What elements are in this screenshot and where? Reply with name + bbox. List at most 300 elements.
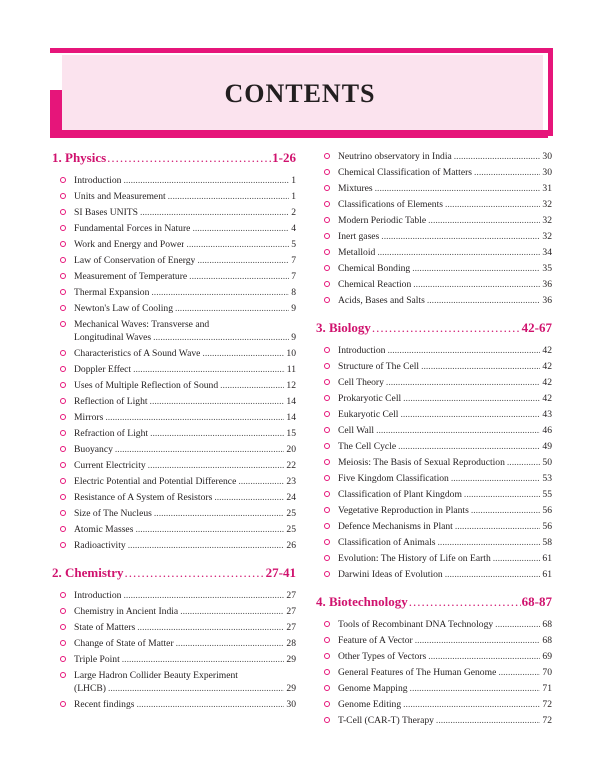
- page-title: CONTENTS: [224, 79, 376, 108]
- toc-entry-page: 69: [542, 651, 552, 662]
- toc-entry: [316, 520, 552, 533]
- toc-entry-label: General Features of The Human Genome: [338, 667, 497, 678]
- toc-entry-row: [74, 653, 296, 666]
- toc-entry-row: [74, 395, 296, 408]
- toc-entry-label: Modern Periodic Table: [338, 215, 427, 226]
- bullet-circle-icon: [60, 526, 66, 532]
- toc-entry: [316, 714, 552, 727]
- toc-entry-label: Units and Measurement: [74, 191, 166, 202]
- toc-entry-page: 9: [291, 332, 296, 343]
- toc-entry-row: [338, 344, 552, 357]
- bullet-circle-icon: [60, 321, 66, 327]
- toc-entry-row: [74, 491, 296, 504]
- toc-entry-row: [74, 698, 296, 711]
- leader-dots: [192, 222, 289, 235]
- bullet-circle-icon: [60, 592, 66, 598]
- toc-entry-page: 1: [291, 175, 296, 186]
- toc-entry-label: Vegetative Reproduction in Plants: [338, 505, 469, 516]
- toc-entry: [52, 539, 296, 552]
- leader-dots: [413, 278, 540, 291]
- bullet-circle-icon: [324, 621, 330, 627]
- toc-entry-label: Meiosis: The Basis of Sexual Reproduction: [338, 457, 505, 468]
- toc-entry-row: [74, 507, 296, 520]
- toc-entry-label: Buoyancy: [74, 444, 113, 455]
- leader-dots: [445, 198, 540, 211]
- toc-entry: [52, 669, 296, 695]
- toc-entry-label: Reflection of Light: [74, 396, 148, 407]
- toc-entry-page: 12: [286, 380, 296, 391]
- toc-entry-page: 27: [286, 622, 296, 633]
- toc-entry: [316, 294, 552, 307]
- bullet-circle-icon: [324, 347, 330, 353]
- toc-entry-page: 27: [286, 590, 296, 601]
- toc-entry: [52, 637, 296, 650]
- toc-entry: [316, 278, 552, 291]
- toc-entry-label: Genome Mapping: [338, 683, 408, 694]
- toc-entry-row: [338, 650, 552, 663]
- toc-entry-row: [74, 174, 296, 187]
- bullet-circle-icon: [60, 350, 66, 356]
- toc-entry-label: Resistance of A System of Resistors: [74, 492, 213, 503]
- toc-entry: [52, 621, 296, 634]
- toc-entry: [316, 150, 552, 163]
- toc-entry-label: Evolution: The History of Life on Earth: [338, 553, 491, 564]
- toc-entry-label: Refraction of Light: [74, 428, 149, 439]
- bullet-circle-icon: [324, 427, 330, 433]
- leader-dots: [403, 392, 540, 405]
- bullet-circle-icon: [60, 510, 66, 516]
- bullet-circle-icon: [324, 571, 330, 577]
- leader-dots: [197, 254, 289, 267]
- toc-entry-label: Characteristics of A Sound Wave: [74, 348, 201, 359]
- toc-right-column: [316, 150, 552, 730]
- toc-entry-row: [74, 379, 296, 392]
- toc-entry-page: 42: [542, 393, 552, 404]
- toc-entry: [316, 198, 552, 211]
- toc-entry-row: [338, 634, 552, 647]
- toc-entry-label: Five Kingdom Classification: [338, 473, 449, 484]
- toc-entry-page: 25: [286, 508, 296, 519]
- toc-entry-page: 68: [542, 619, 552, 630]
- toc-entry: [52, 254, 296, 267]
- toc-entry-row: [74, 539, 296, 552]
- toc-entry-row: [74, 475, 296, 488]
- toc-entry-label: Chemistry in Ancient India: [74, 606, 179, 617]
- toc-entry-row: [338, 714, 552, 727]
- leader-dots: [122, 653, 285, 666]
- toc-entry-page: 30: [542, 151, 552, 162]
- toc-entry-label: Measurement of Temperature: [74, 271, 188, 282]
- leader-dots: [133, 363, 285, 376]
- leader-dots: [220, 379, 284, 392]
- bullet-circle-icon: [324, 281, 330, 287]
- toc-entry-page: 14: [286, 412, 296, 423]
- bullet-circle-icon: [60, 177, 66, 183]
- leader-dots: [412, 262, 540, 275]
- toc-entry-row: [74, 254, 296, 267]
- leader-dots: [427, 294, 541, 307]
- toc-entry-label: Introduction: [74, 590, 122, 601]
- toc-entry-page: 42: [542, 361, 552, 372]
- leader-dots: [381, 230, 540, 243]
- toc-entry-page: 30: [542, 167, 552, 178]
- section-pages: 42-67: [521, 320, 552, 335]
- toc-entry-page: 30: [286, 699, 296, 710]
- toc-entry-row: [338, 278, 552, 291]
- toc-entry-label: Neutrino observatory in India: [338, 151, 452, 162]
- toc-entry: [52, 318, 296, 344]
- leader-dots: [128, 539, 285, 552]
- toc-entry: [52, 379, 296, 392]
- bullet-circle-icon: [60, 656, 66, 662]
- bullet-circle-icon: [60, 672, 66, 678]
- section-spacer: [52, 555, 296, 565]
- leader-dots: [175, 302, 289, 315]
- toc-entry-row: [338, 682, 552, 695]
- toc-entry-label: State of Matters: [74, 622, 136, 633]
- toc-entry: [52, 302, 296, 315]
- bullet-circle-icon: [60, 289, 66, 295]
- toc-entry: [316, 666, 552, 679]
- section-heading: [316, 320, 552, 338]
- toc-left-column: [52, 150, 296, 714]
- toc-entry: [316, 536, 552, 549]
- section-pages: 1-26: [272, 150, 296, 165]
- toc-entry-row: [74, 222, 296, 235]
- toc-entry-page: 5: [291, 239, 296, 250]
- toc-entry-page: 7: [291, 255, 296, 266]
- toc-entry: [316, 408, 552, 421]
- toc-entry-page: 22: [286, 460, 296, 471]
- toc-entry-row: [74, 443, 296, 456]
- toc-entry-label: Law of Conservation of Energy: [74, 255, 196, 266]
- toc-entry-label: T-Cell (CAR-T) Therapy: [338, 715, 434, 726]
- toc-entry-row: [338, 520, 552, 533]
- leader-dots: [168, 190, 290, 203]
- toc-entry-row: [338, 552, 552, 565]
- leader-dots: [421, 360, 540, 373]
- toc-entry: [316, 440, 552, 453]
- toc-entry-label: Classifications of Elements: [338, 199, 443, 210]
- bullet-circle-icon: [324, 249, 330, 255]
- leader-dots: [214, 491, 284, 504]
- toc-entry-page: 28: [286, 638, 296, 649]
- section-title: 3. Biology: [316, 320, 371, 335]
- toc-entry-page: 32: [542, 199, 552, 210]
- toc-entry: [52, 523, 296, 536]
- toc-entry: [52, 222, 296, 235]
- bullet-circle-icon: [60, 225, 66, 231]
- leader-dots: [202, 347, 284, 360]
- toc-entry-line1: Mechanical Waves: Transverse and: [74, 319, 210, 330]
- bullet-circle-icon: [324, 523, 330, 529]
- toc-entry-page: 32: [542, 231, 552, 242]
- toc-entry-page: 36: [542, 295, 552, 306]
- bullet-circle-icon: [60, 257, 66, 263]
- toc-entry-row: [338, 698, 552, 711]
- leader-dots: [398, 440, 540, 453]
- toc-entry: [316, 376, 552, 389]
- toc-entry: [316, 634, 552, 647]
- toc-entry-page: 46: [542, 425, 552, 436]
- toc-entry-row: [338, 488, 552, 501]
- toc-entry-page: 2: [291, 207, 296, 218]
- bullet-circle-icon: [60, 608, 66, 614]
- toc-entry-page: 27: [286, 606, 296, 617]
- bullet-circle-icon: [324, 459, 330, 465]
- bullet-circle-icon: [324, 717, 330, 723]
- toc-entry-label: Acids, Bases and Salts: [338, 295, 425, 306]
- bullet-circle-icon: [60, 462, 66, 468]
- toc-entry-page: 61: [542, 569, 552, 580]
- toc-entry-page: 70: [542, 667, 552, 678]
- toc-entry: [316, 618, 552, 631]
- toc-entry-row: [338, 456, 552, 469]
- leader-dots: [403, 698, 540, 711]
- toc-entry-page: 42: [542, 345, 552, 356]
- bullet-circle-icon: [324, 153, 330, 159]
- toc-entry-page: 34: [542, 247, 552, 258]
- toc-entry-row: [338, 392, 552, 405]
- leader-dots: [150, 427, 284, 440]
- toc-entry-page: 15: [286, 428, 296, 439]
- toc-entry-label: Other Types of Vectors: [338, 651, 427, 662]
- toc-entry: [52, 653, 296, 666]
- bullet-circle-icon: [324, 685, 330, 691]
- section-heading: [316, 594, 552, 612]
- leader-dots: [428, 214, 540, 227]
- leader-dots: [140, 206, 289, 219]
- toc-entry: [52, 475, 296, 488]
- leader-dots: [189, 270, 289, 283]
- bullet-circle-icon: [324, 475, 330, 481]
- leader-dots: [507, 456, 541, 469]
- toc-entry-page: 8: [291, 287, 296, 298]
- toc-entry-page: 1: [291, 191, 296, 202]
- leader-dots: [105, 411, 284, 424]
- toc-entry-page: 71: [542, 683, 552, 694]
- toc-entry-label: Cell Wall: [338, 425, 375, 436]
- leader-dots: [151, 286, 289, 299]
- leader-dots: [386, 376, 540, 389]
- bullet-circle-icon: [60, 640, 66, 646]
- toc-entry: [52, 589, 296, 602]
- toc-entry-page: 4: [291, 223, 296, 234]
- leader-dots: [438, 536, 541, 549]
- toc-entry-page: 68: [542, 635, 552, 646]
- leader-dots: [135, 523, 284, 536]
- leader-dots: [375, 182, 541, 195]
- toc-entry: [52, 459, 296, 472]
- toc-entry-label: Chemical Reaction: [338, 279, 412, 290]
- section-pages: 68-87: [521, 594, 552, 609]
- toc-entry: [316, 650, 552, 663]
- toc-entry-label: Current Electricity: [74, 460, 146, 471]
- toc-entry-label: Size of The Nucleus: [74, 508, 152, 519]
- bullet-circle-icon: [60, 305, 66, 311]
- toc-entry-label: Newton's Law of Cooling: [74, 303, 173, 314]
- toc-entry-page: 58: [542, 537, 552, 548]
- leader-dots: [436, 714, 540, 727]
- toc-entry: [52, 190, 296, 203]
- leader-dots: [455, 520, 541, 533]
- toc-entry-label: The Cell Cycle: [338, 441, 397, 452]
- toc-entry-label: Radioactivity: [74, 540, 126, 551]
- toc-entry-page: 56: [542, 505, 552, 516]
- toc-entry: [52, 443, 296, 456]
- toc-entry-label: Chemical Classification of Matters: [338, 167, 473, 178]
- bullet-circle-icon: [60, 382, 66, 388]
- toc-entry-page: 55: [542, 489, 552, 500]
- toc-entry-label: Tools of Recombinant DNA Technology: [338, 619, 494, 630]
- section-title: 4. Biotechnology: [316, 594, 408, 609]
- toc-entry: [52, 270, 296, 283]
- leader-dots: [454, 150, 541, 163]
- toc-entry-row: [74, 459, 296, 472]
- toc-entry-page: 23: [286, 476, 296, 487]
- toc-entry-row: [74, 206, 296, 219]
- toc-entry-row: [338, 262, 552, 275]
- bullet-circle-icon: [324, 363, 330, 369]
- toc-entry: [316, 344, 552, 357]
- toc-entry-label: Electric Potential and Potential Difference: [74, 476, 237, 487]
- bullet-circle-icon: [324, 217, 330, 223]
- toc-entry-line1: Large Hadron Collider Beauty Experiment: [74, 670, 238, 681]
- bullet-circle-icon: [324, 669, 330, 675]
- toc-entry: [52, 363, 296, 376]
- bullet-circle-icon: [60, 193, 66, 199]
- bullet-circle-icon: [324, 411, 330, 417]
- toc-entry-row: [74, 238, 296, 251]
- toc-entry-page: 9: [291, 303, 296, 314]
- toc-entry-row: [338, 230, 552, 243]
- toc-entry: [52, 286, 296, 299]
- toc-entry-row: [338, 182, 552, 195]
- leader-dots: [238, 475, 284, 488]
- leader-dots: [148, 459, 285, 472]
- toc-entry: [52, 206, 296, 219]
- toc-entry-page: 7: [291, 271, 296, 282]
- toc-entry-page: 29: [286, 654, 296, 665]
- toc-entry: [52, 427, 296, 440]
- leader-dots: [108, 682, 284, 695]
- section-spacer: [316, 584, 552, 594]
- toc-entry-label: Classification of Plant Kingdom: [338, 489, 462, 500]
- toc-entry-row: [74, 190, 296, 203]
- toc-entry-row: [74, 605, 296, 618]
- leader-dots: [451, 472, 541, 485]
- toc-entry-page: 20: [286, 444, 296, 455]
- toc-entry: [316, 360, 552, 373]
- leader-dots: [376, 424, 540, 437]
- bullet-circle-icon: [60, 494, 66, 500]
- toc-entry: [316, 568, 552, 581]
- leader-dots: [186, 238, 289, 251]
- toc-entry: [52, 411, 296, 424]
- section-title: 1. Physics: [52, 150, 107, 165]
- toc-entry-label: Introduction: [74, 175, 122, 186]
- toc-entry-label: Cell Theory: [338, 377, 384, 388]
- bullet-circle-icon: [324, 379, 330, 385]
- leader-dots: [377, 246, 540, 259]
- title-banner-underline: [50, 130, 548, 138]
- bullet-circle-icon: [60, 446, 66, 452]
- toc-entry-page: 56: [542, 521, 552, 532]
- leader-dots: [123, 589, 284, 602]
- toc-entry: [316, 262, 552, 275]
- toc-entry: [316, 552, 552, 565]
- leader-dots: [137, 621, 284, 634]
- bullet-circle-icon: [324, 653, 330, 659]
- leader-dots: [125, 565, 265, 581]
- toc-entry-page: 14: [286, 396, 296, 407]
- toc-entry-row: [338, 504, 552, 517]
- bullet-circle-icon: [324, 201, 330, 207]
- toc-entry: [316, 246, 552, 259]
- toc-entry-row: [338, 618, 552, 631]
- toc-entry-label: Feature of A Vector: [338, 635, 413, 646]
- leader-dots: [107, 150, 271, 166]
- toc-entry-label: Doppler Effect: [74, 364, 132, 375]
- bullet-circle-icon: [324, 491, 330, 497]
- bullet-circle-icon: [60, 624, 66, 630]
- toc-entry: [316, 698, 552, 711]
- toc-entry: [316, 392, 552, 405]
- toc-entry-row: [74, 637, 296, 650]
- toc-entry-label: Fundamental Forces in Nature: [74, 223, 191, 234]
- toc-entry-label: Classification of Animals: [338, 537, 436, 548]
- toc-entry-row: [338, 424, 552, 437]
- leader-dots: [387, 344, 540, 357]
- toc-entry-page: 53: [542, 473, 552, 484]
- bullet-circle-icon: [60, 414, 66, 420]
- leader-dots: [150, 395, 285, 408]
- toc-entry-label: Defence Mechanisms in Plant: [338, 521, 453, 532]
- bullet-circle-icon: [324, 185, 330, 191]
- toc-entry-row: [338, 214, 552, 227]
- toc-entry-label: Longitudinal Waves: [74, 332, 152, 343]
- toc-entry-label: Thermal Expansion: [74, 287, 150, 298]
- toc-entry-row: [74, 589, 296, 602]
- toc-entry-page: 35: [542, 263, 552, 274]
- toc-entry: [52, 698, 296, 711]
- toc-entry: [316, 504, 552, 517]
- toc-entry-label: Change of State of Matter: [74, 638, 174, 649]
- leader-dots: [464, 488, 540, 501]
- toc-entry: [52, 174, 296, 187]
- toc-entry-page: 72: [542, 699, 552, 710]
- bullet-circle-icon: [324, 233, 330, 239]
- toc-entry-row: [338, 666, 552, 679]
- leader-dots: [154, 507, 285, 520]
- leader-dots: [410, 682, 541, 695]
- toc-entry: [52, 507, 296, 520]
- toc-entry-page: 43: [542, 409, 552, 420]
- toc-entry-label: Structure of The Cell: [338, 361, 420, 372]
- leader-dots: [153, 331, 289, 344]
- toc-entry-page: 29: [286, 683, 296, 694]
- leader-dots: [495, 618, 540, 631]
- toc-entry-page: 24: [286, 492, 296, 503]
- toc-entry-label: Introduction: [338, 345, 386, 356]
- bullet-circle-icon: [324, 507, 330, 513]
- toc-entry-page: 31: [542, 183, 552, 194]
- toc-entry-row: [338, 376, 552, 389]
- bullet-circle-icon: [60, 241, 66, 247]
- toc-entry-row: [74, 347, 296, 360]
- toc-entry-row: [338, 246, 552, 259]
- toc-entry: [316, 166, 552, 179]
